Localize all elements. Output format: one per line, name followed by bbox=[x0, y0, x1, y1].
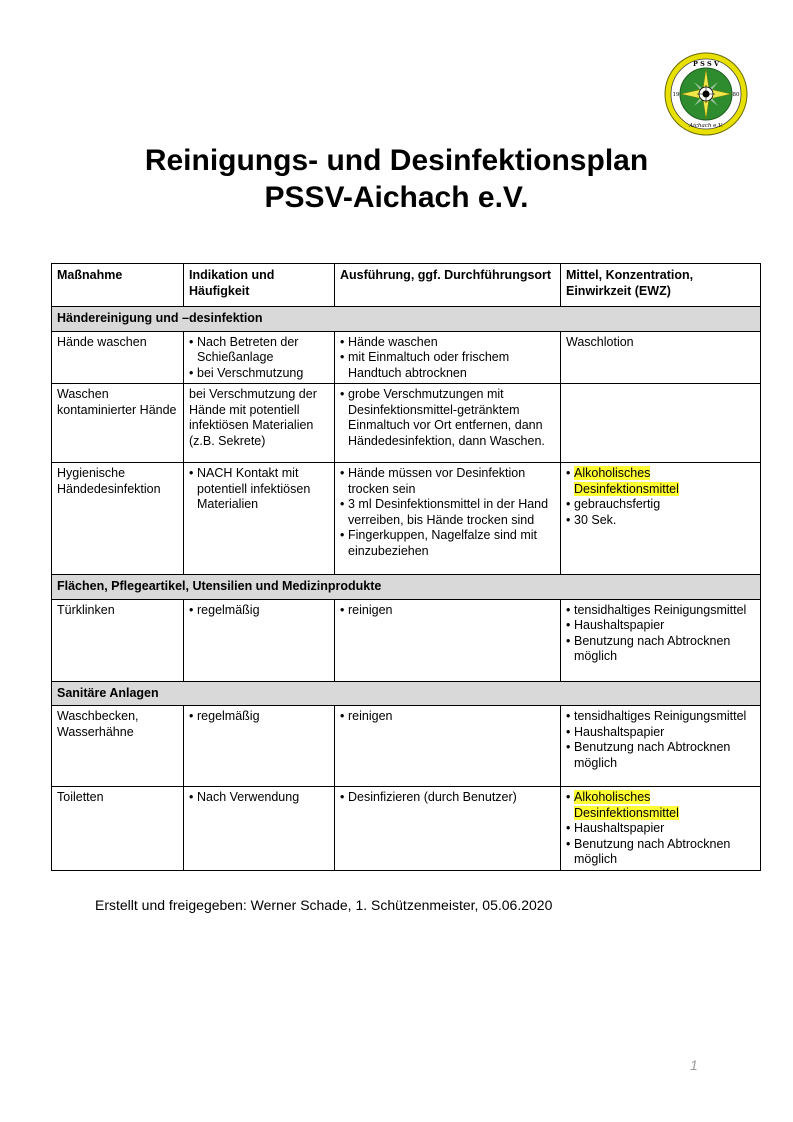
table-header-row bbox=[52, 264, 761, 307]
section-row-surfaces bbox=[52, 575, 761, 600]
table-row bbox=[52, 787, 761, 871]
list-item: • Haushaltspapier bbox=[566, 821, 755, 837]
list-item: • Fingerkuppen, Nagelfalze sind mit einzubeziehen bbox=[340, 528, 555, 559]
hygiene-plan-table bbox=[51, 263, 761, 871]
indication-cell bbox=[184, 599, 335, 681]
indication-cell bbox=[184, 706, 335, 787]
list-item: • reinigen bbox=[340, 603, 555, 619]
indication-cell bbox=[184, 787, 335, 871]
section-title: Flächen, Pflegeartikel, Utensilien und Medizinprodukte bbox=[52, 575, 761, 600]
agent-cell bbox=[561, 599, 761, 681]
indication-cell bbox=[184, 331, 335, 384]
list-item: • tensidhaltiges Reinigungsmittel bbox=[566, 603, 755, 619]
list-item: • gebrauchsfertig bbox=[566, 497, 755, 513]
section-row-sanitary bbox=[52, 681, 761, 706]
execution-cell bbox=[335, 706, 561, 787]
table-row bbox=[52, 384, 761, 463]
measure-cell: Waschen kontaminierter Hände bbox=[52, 384, 184, 463]
execution-cell bbox=[335, 463, 561, 575]
approval-footer: Erstellt und freigegeben: Werner Schade, 1. Schützenmeister, 05.06.2020 bbox=[95, 897, 553, 913]
header-measure: Maßnahme bbox=[52, 264, 184, 307]
list-item: • regelmäßig bbox=[189, 709, 329, 725]
list-item: • Desinfizieren (durch Benutzer) bbox=[340, 790, 555, 806]
list-item bbox=[566, 466, 755, 497]
list-item: • Haushaltspapier bbox=[566, 725, 755, 741]
list-item: • reinigen bbox=[340, 709, 555, 725]
table-row bbox=[52, 463, 761, 575]
club-logo bbox=[664, 52, 748, 136]
document-title: Reinigungs- und Desinfektionsplan bbox=[144, 144, 649, 177]
header-indication: Indikation und Häufigkeit bbox=[184, 264, 335, 307]
table-row bbox=[52, 331, 761, 384]
list-item: • NACH Kontakt mit potentiell infektiösen Materialien bbox=[189, 466, 329, 513]
list-item: • mit Einmaltuch oder frischem Handtuch abtrocknen bbox=[340, 350, 555, 381]
indication-cell bbox=[184, 463, 335, 575]
list-item: • 3 ml Desinfektionsmittel in der Hand verreiben, bis Hände trocken sind bbox=[340, 497, 555, 528]
table-row bbox=[52, 599, 761, 681]
execution-cell bbox=[335, 331, 561, 384]
logo-top-text: P S S V bbox=[692, 60, 720, 68]
list-item: • regelmäßig bbox=[189, 603, 329, 619]
agent-cell: Waschlotion bbox=[561, 331, 761, 384]
agent-cell bbox=[561, 706, 761, 787]
list-item: • Nach Betreten der Schießanlage bbox=[189, 335, 329, 366]
execution-cell bbox=[335, 384, 561, 463]
agent-cell bbox=[561, 787, 761, 871]
list-item: • Hände müssen vor Desinfektion trocken sein bbox=[340, 466, 555, 497]
list-item: • Haushaltspapier bbox=[566, 618, 755, 634]
measure-cell: Toiletten bbox=[52, 787, 184, 871]
section-row-hands bbox=[52, 307, 761, 332]
execution-cell bbox=[335, 599, 561, 681]
list-item: • 30 Sek. bbox=[566, 513, 755, 529]
agent-cell bbox=[561, 384, 761, 463]
highlighted-text: Alkoholisches Desinfektionsmittel bbox=[574, 790, 679, 820]
list-item bbox=[566, 790, 755, 821]
measure-cell: Türklinken bbox=[52, 599, 184, 681]
measure-cell: Hygienische Händedesinfektion bbox=[52, 463, 184, 575]
highlighted-text: Alkoholisches Desinfektionsmittel bbox=[574, 466, 679, 496]
list-item: • Benutzung nach Abtrocknen möglich bbox=[566, 634, 755, 665]
measure-cell: Waschbecken, Wasserhähne bbox=[52, 706, 184, 787]
execution-cell bbox=[335, 787, 561, 871]
list-item: • tensidhaltiges Reinigungsmittel bbox=[566, 709, 755, 725]
table-row bbox=[52, 706, 761, 787]
list-item: • bei Verschmutzung bbox=[189, 366, 329, 382]
list-item: • grobe Verschmutzungen mit Desinfektionsmittel-getränktem Einmaltuch vor Ort entfernen, dann Händedesinfektion, dann Waschen. bbox=[340, 387, 555, 449]
logo-bottom-text: Aichach e.V. bbox=[689, 123, 723, 129]
section-title: Händereinigung und –desinfektion bbox=[52, 307, 761, 332]
agent-cell bbox=[561, 463, 761, 575]
list-item: • Benutzung nach Abtrocknen möglich bbox=[566, 837, 755, 868]
indication-cell: bei Verschmutzung der Hände mit potentiell infektiösen Materialien (z.B. Sekrete) bbox=[184, 384, 335, 463]
logo-year-right: 80 bbox=[732, 92, 740, 98]
measure-cell: Hände waschen bbox=[52, 331, 184, 384]
logo-year-left: 19 bbox=[672, 92, 680, 98]
header-execution: Ausführung, ggf. Durchführungsort bbox=[335, 264, 561, 307]
page-number: 1 bbox=[690, 1057, 698, 1073]
document-subtitle: PSSV-Aichach e.V. bbox=[264, 181, 529, 214]
list-item: • Hände waschen bbox=[340, 335, 555, 351]
section-title: Sanitäre Anlagen bbox=[52, 681, 761, 706]
list-item: • Nach Verwendung bbox=[189, 790, 329, 806]
header-agent: Mittel, Konzentration, Einwirkzeit (EWZ) bbox=[561, 264, 761, 307]
list-item: • Benutzung nach Abtrocknen möglich bbox=[566, 740, 755, 771]
